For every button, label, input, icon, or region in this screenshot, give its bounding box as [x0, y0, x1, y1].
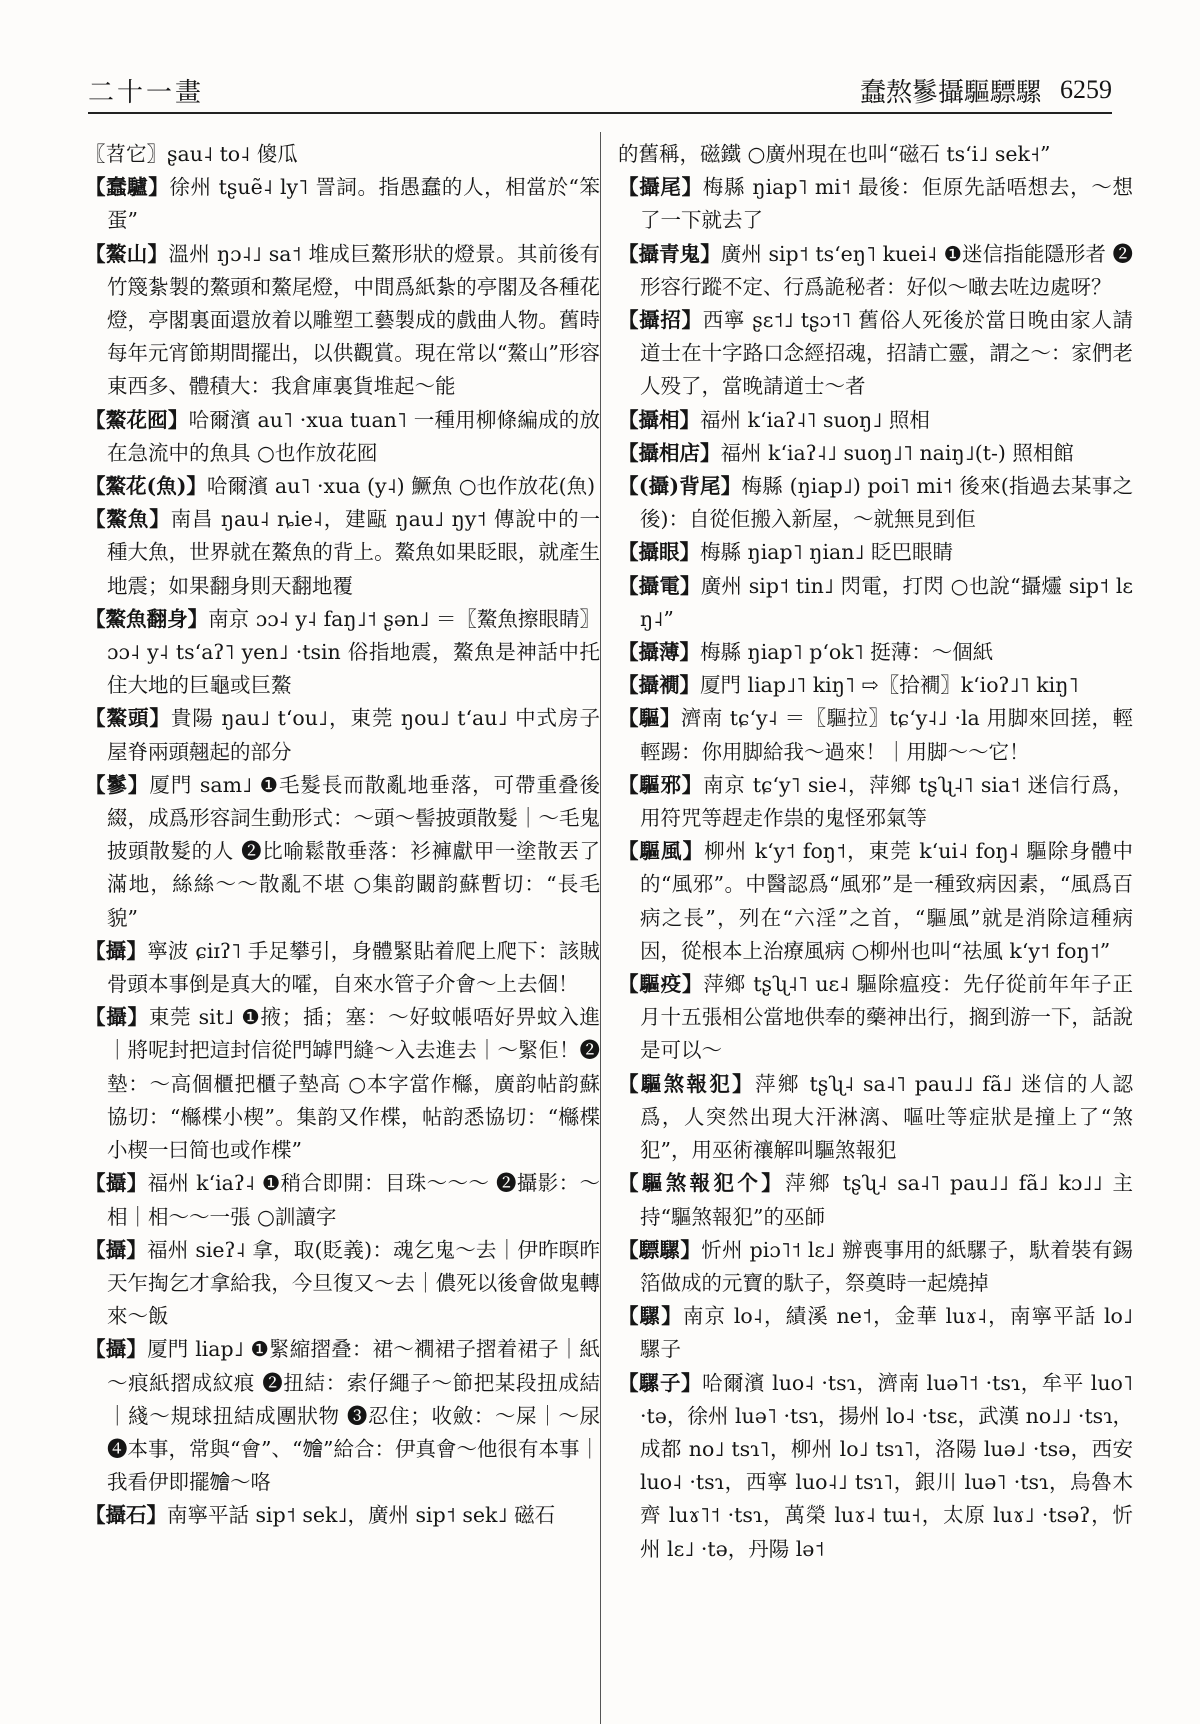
head-characters: 蠢熬鬖攝驅驃騾 [859, 77, 1042, 108]
entry-headword: 【攝相】 [618, 407, 700, 432]
entry-headword: 【鰲花囮】 [85, 407, 189, 432]
entry-definition: 福州 kʻiaʔ˨˩ suoŋ˩˥ naiŋ˩(t-) 照相館 [720, 440, 1074, 465]
entry-headword: 【(攝)背尾】 [618, 474, 742, 499]
entry-headword: 【攝招】 [618, 308, 703, 333]
dictionary-entry [85, 503, 600, 603]
dictionary-entry [618, 1167, 1133, 1233]
entry-definition: 南京 lo˨，績溪 ne˦，金華 luɤ˨，南寧平話 lo˩ 騾子 [640, 1304, 1133, 1362]
dictionary-entry [85, 1167, 600, 1233]
entry-definition: 萍鄉 tʂʯ˨ sa˨˥ pau˩˩ fã˩ kɔ˩˩ 主持“驅煞報犯”的巫師 [640, 1171, 1134, 1229]
dictionary-entry [618, 1300, 1133, 1366]
column-divider [600, 132, 601, 1724]
left-column [85, 138, 600, 1533]
entry-definition: 梅縣 ŋiap˥ mi˦ 最後：佢原先話唔想去，～想了一下就去了 [640, 175, 1134, 233]
entry-headword: 【攝】 [85, 1337, 148, 1362]
entry-definition: 福州 kʻiaʔ˨ ❶稍合即開：目珠～～～ ❷攝影：～相｜相～～一張 ○訓讀字 [107, 1171, 600, 1229]
entry-headword: 【攝】 [85, 1171, 148, 1196]
page-header [88, 68, 1112, 114]
dictionary-entry [85, 603, 600, 703]
entry-headword: 【攝】 [85, 1237, 148, 1262]
entry-headword: 【鬖】 [85, 772, 150, 797]
dictionary-entry [85, 238, 600, 404]
entry-headword: 【鰲魚翻身】 [85, 606, 209, 631]
entry-headword: 【攝相店】 [618, 440, 721, 465]
entry-headword: 【鰲山】 [85, 241, 169, 266]
dictionary-entry [618, 968, 1133, 1068]
entry-definition: 萍鄉 tʂʯ˨˥ uɛ˨ 驅除瘟疫：先仔從前年年子正月十五張相公當地供奉的藥神出行，搁到游一下，話說是可以～ [640, 972, 1134, 1063]
entry-headword: 【驅煞報犯】 [618, 1071, 756, 1096]
dictionary-entry [618, 702, 1133, 768]
entry-definition: 廣州 sip˦ tin˩ 閃電，打閃 ○也說“攝爧 sip˦ lɛŋ˨” [640, 573, 1133, 631]
entry-definition: 梅縣 (ŋiap˩) poi˥ mi˦ 後來(指過去某事之後)：自從佢搬入新屋，～就無見到佢 [640, 474, 1133, 532]
entry-definition: 的舊稱，磁鐵 ○廣州現在也叫“磁石 tsʻi˩ sek˧” [618, 142, 1051, 166]
dictionary-entry [618, 1068, 1133, 1168]
entry-headword: 【驅疫】 [618, 972, 704, 997]
entry-definition: 哈爾濱 luo˨ ·tsɿ，濟南 luə˥˦ ·tsɿ，牟平 luo˥ ·tə，徐州 luə˥ ·tsɿ，揚州 lo˨ ·tsɛ，武漢 no˩˩ ·tsɿ，成都 no˩ tsɿ˥，柳州 lo˩ tsɿ˥，洛陽 luə˩ ·tsə，西安 luo˨ ·tsɿ，西寧 luo˨˩ tsɿ˥，銀川 luə˥ ·tsɿ，烏魯木齊 luɤ˥˦ ·tsɿ，萬榮 luɤ˨ tɯ˧，太原 luɤ˩ ·tsəʔ，忻州 lɛ˩ ·tə，丹陽 lə˦ [640, 1370, 1133, 1561]
entry-definition: 梅縣 ŋiap˥ ŋian˩ 眨巴眼睛 [700, 540, 954, 565]
dictionary-entry [85, 138, 600, 171]
dictionary-entry [85, 1234, 600, 1334]
entry-headword: 【攝青鬼】 [618, 241, 721, 266]
entry-headword: 【攝薄】 [618, 640, 700, 665]
entry-definition: 寧波 ɕiɪʔ˥ 手足攀引，身體緊貼着爬上爬下：該賊骨頭本事倒是真大的嚯，自來水管子介會～上去個！ [107, 938, 600, 997]
entry-definition: 濟南 tɕʻy˨ ＝〖驅拉〗tɕʻy˨˩ ·la 用脚來回搓，輕輕踢：你用脚給我～過來！｜用脚～～它！ [640, 706, 1134, 764]
dictionary-entry [618, 1234, 1133, 1300]
dictionary-entry [85, 1001, 600, 1167]
entry-definition: 福州 kʻiaʔ˨˥ suoŋ˩ 照相 [700, 407, 930, 432]
entry-definition: 厦門 liap˩˥ kiŋ˥ ⇨〖拾襉〗kʻioʔ˩˥ kiŋ˥ [700, 673, 1079, 698]
entry-definition: 〖苕它〗ʂau˨ to˨ 傻瓜 [85, 142, 298, 166]
entry-definition: 哈爾濱 au˥ ·xua tuan˥ 一種用柳條編成的放在急流中的魚具 ○也作放花囮 [107, 407, 601, 465]
dictionary-entry [618, 437, 1133, 470]
entry-headword: 【攝石】 [85, 1503, 167, 1528]
header-right [860, 72, 1112, 109]
page-number: 6259 [1060, 75, 1112, 104]
entry-definition: 南寧平話 sip˦ sek˩，廣州 sip˦ sek˩ 磁石 [167, 1503, 556, 1528]
dictionary-entry [85, 769, 600, 935]
entry-headword: 【攝尾】 [618, 175, 703, 200]
dictionary-entry [85, 1499, 600, 1532]
entry-headword: 【驃騾】 [618, 1237, 702, 1262]
entry-headword: 【驅】 [618, 706, 681, 731]
entry-definition: 貴陽 ŋau˩ tʻou˩，東莞 ŋou˩ tʻau˩ 中式房子屋脊兩頭翹起的部分 [107, 706, 601, 764]
entry-headword: 【攝】 [85, 1005, 149, 1030]
entry-definition: 哈爾濱 au˥ ·xua (y˨) 鱖魚 ○也作放花(魚) [206, 474, 596, 499]
entry-definition: 柳州 kʻy˦ foŋ˦，東莞 kʻui˨ foŋ˨ 驅除身體中的“風邪”。中醫認爲“風邪”是一種致病因素，“風爲百病之長”，列在“六淫”之首，“驅風”就是消除這種病因，從根本上治療風病 ○柳州也叫“祛風 kʻy˦ foŋ˦” [640, 839, 1133, 963]
dictionary-entry [85, 702, 600, 768]
dictionary-entry [618, 238, 1133, 304]
entry-definition: 南京 ɔɔ˨ y˨ faŋ˩˦ ʂən˩ ＝〖鰲魚擦眼睛〗ɔɔ˨ y˨ tsʻaʔ˥ yen˩ ·tsin 俗指地震，鰲魚是神話中托住大地的巨龜或巨鰲 [107, 606, 600, 698]
entry-headword: 【驅邪】 [618, 772, 703, 797]
dictionary-entry [85, 404, 600, 470]
dictionary-entry [85, 470, 600, 503]
entry-headword: 【攝電】 [618, 573, 701, 598]
entry-headword: 【驅煞報犯个】 [618, 1171, 786, 1196]
dictionary-entry [85, 1333, 600, 1499]
entry-headword: 【鰲花(魚)】 [85, 474, 207, 499]
entry-definition: 福州 sieʔ˨ 拿，取(貶義)：魂乞鬼～去｜伊昨暝昨天乍掏乞才拿給我，今旦復又～去｜儂死以後會做鬼轉來～飯 [107, 1237, 601, 1329]
entry-definition: 厦門 liap˩ ❶緊縮摺叠：裙～襉裙子摺着裙子｜紙～痕紙摺成紋痕 ❷扭結：索仔繩子～節把某段扭成結｜綫～規球扭結成團狀物 ❸忍住；收斂：～屎｜～尿 ❹本事，常與“會”、“𣍐”給合：伊真會～他很有本事｜我看伊即擺𣍐～咯 [107, 1337, 600, 1495]
dictionary-entry [618, 404, 1133, 437]
dictionary-entry [618, 470, 1133, 536]
dictionary-entry [85, 935, 600, 1001]
entry-definition: 梅縣 ŋiap˥ pʻok˥ 挺薄：～個紙 [700, 640, 994, 665]
dictionary-entry [618, 304, 1133, 404]
entry-definition: 西寧 ʂɛ˦˩ tʂɔ˦˥ 舊俗人死後於當日晚由家人請道士在十字路口念經招魂，招請亡靈，謂之～：家們老人殁了，當晚請道士～者 [640, 308, 1134, 399]
dictionary-entry [618, 1367, 1133, 1566]
right-column [618, 138, 1133, 1566]
entry-headword: 【蠢驢】 [85, 175, 170, 200]
entry-definition: 廣州 sip˦ tsʻeŋ˥ kuei˨ ❶迷信指能隱形者 ❷形容行蹤不定、行爲詭秘者：好似～噉去咗边處呀？ [640, 241, 1134, 299]
dictionary-entry [618, 138, 1133, 171]
dictionary-entry [618, 769, 1133, 835]
entry-definition: 忻州 piɔ˥˦ lɛ˩ 辦喪事用的紙騾子，馱着裝有錫箔做成的元寶的馱子，祭奠時一起燒掉 [640, 1237, 1133, 1295]
entry-headword: 【攝】 [85, 938, 148, 963]
entry-definition: 東莞 sit˩ ❶掖；插；塞：～好蚊帳唔好畀蚊入進｜將呢封把這封信從門罅門縫～入去進去｜～緊佢！❷墊：～高個櫃把櫃子墊高 ○本字當作㰃，廣韵帖韵蘇協切：“㰃楪小楔”。集韵又作楪，帖韵悉協切：“㰃楪小楔一曰简也或作楪” [107, 1005, 600, 1163]
entry-headword: 【騾】 [618, 1304, 683, 1329]
dictionary-entry [618, 636, 1133, 669]
dictionary-entry [618, 171, 1133, 237]
entry-definition: 南昌 ŋau˨ ȵie˨，建甌 ŋau˩ ŋy˦ 傳說中的一種大魚，世界就在鰲魚的背上。鰲魚如果眨眼，就產生地震；如果翻身則天翻地覆 [107, 507, 601, 598]
entry-headword: 【鰲魚】 [85, 507, 171, 532]
entry-headword: 【攝眼】 [618, 540, 700, 565]
entry-headword: 【騾子】 [618, 1370, 703, 1395]
entry-definition: 南京 tɕʻy˥ sie˨，萍鄉 tʂʯ˨˥ sia˦ 迷信行爲，用符咒等趕走作祟的鬼怪邪氣等 [640, 772, 1133, 831]
dictionary-entry [618, 669, 1133, 702]
dictionary-entry [618, 570, 1133, 636]
section-title: 二十一畫 [88, 77, 205, 108]
dictionary-entry [85, 171, 600, 237]
dictionary-entry [618, 536, 1133, 569]
entry-headword: 【鰲頭】 [85, 706, 171, 731]
entry-definition: 萍鄉 tʂʯ˨ sa˨˥ pau˩˩ fã˩ 迷信的人認爲，人突然出現大汗淋漓、嘔吐等症狀是撞上了“煞犯”，用巫術禳解叫驅煞報犯 [640, 1071, 1133, 1163]
entry-definition: 徐州 tʂuẽ˨ ly˥ 詈詞。指愚蠢的人，相當於“笨蛋” [107, 175, 601, 233]
entry-definition: 溫州 ŋɔ˨˩ sa˦ 堆成巨鰲形狀的燈景。其前後有竹篾紮製的鰲頭和鰲尾燈，中間爲紙紮的亭閣及各種花燈，亭閣裏面還放着以雕塑工藝製成的戲曲人物。舊時每年元宵節期間擺出，以供觀賞。現在常以“鰲山”形容東西多、體積大：我倉庫裏貨堆起～能 [107, 241, 600, 399]
entry-headword: 【攝襉】 [618, 673, 700, 698]
entry-definition: 厦門 sam˩ ❶毛髮長而散亂地垂落，可帶重叠後綴，成爲形容詞生動形式：～頭～髻披頭散髮｜～毛鬼披頭散髮的人 ❷比喻鬆散垂落：衫褲獻甲一塗散丟了滿地，絲絲～～散亂不堪 ○集韵闞韵蘇暫切：“長毛貌” [107, 772, 600, 930]
dictionary-entry [618, 835, 1133, 968]
entry-headword: 【驅風】 [618, 839, 705, 864]
